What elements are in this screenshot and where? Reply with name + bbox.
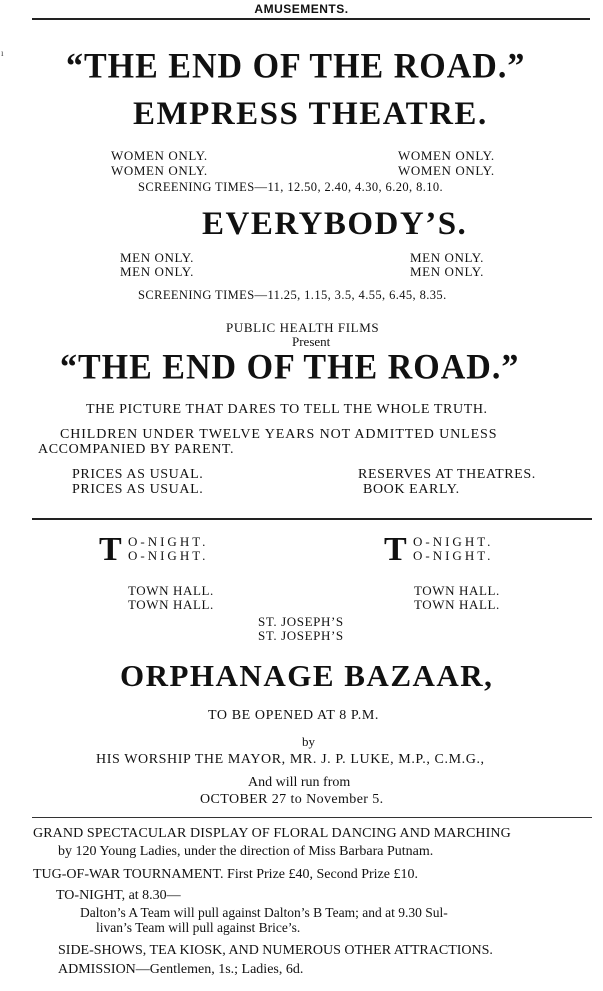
empress-left-1: WOMEN ONLY. (111, 148, 208, 163)
film-title-repeat: “THE END OF THE ROAD.” (60, 348, 520, 387)
empress-right-2: WOMEN ONLY. (398, 163, 495, 178)
by-word: by (302, 734, 315, 749)
tug-of-war: TUG-OF-WAR TOURNAMENT. First Prize £40, Second Prize £10. (33, 867, 418, 882)
tonight-right-1: O-NIGHT. (413, 534, 494, 549)
presenter: PUBLIC HEALTH FILMS (226, 320, 380, 335)
admission: ADMISSION—Gentlemen, 1s.; Ladies, 6d. (58, 962, 304, 977)
everybody-right-1: MEN ONLY. (410, 250, 484, 265)
empress-right-1: WOMEN ONLY. (398, 148, 495, 163)
sideshows: SIDE-SHOWS, TEA KIOSK, AND NUMEROUS OTHER ATTRACTIONS. (58, 943, 493, 958)
everybody-right-2: MEN ONLY. (410, 264, 484, 279)
tagline: THE PICTURE THAT DARES TO TELL THE WHOLE TRUTH. (86, 402, 488, 417)
section-header: AMUSEMENTS. (254, 2, 349, 16)
gutter-mark: ı (1, 48, 4, 58)
display-line-1: GRAND SPECTACULAR DISPLAY OF FLORAL DANCING AND MARCHING (33, 826, 511, 841)
opening-time: TO BE OPENED AT 8 P.M. (208, 708, 379, 723)
lower-rule (32, 817, 592, 818)
st-josephs-2: ST. JOSEPH’S (258, 628, 344, 643)
prices-1: PRICES AS USUAL. (72, 467, 204, 482)
dalton-line-2: livan’s Team will pull against Brice’s. (96, 920, 301, 935)
run-from: And will run from (248, 775, 351, 790)
children-notice-2: ACCOMPANIED BY PARENT. (38, 442, 235, 457)
bazaar-title: ORPHANAGE BAZAAR, (120, 658, 494, 693)
film-title: “THE END OF THE ROAD.” (66, 47, 526, 86)
everybodys-heading: EVERYBODY’S. (202, 206, 468, 242)
tonight-at: TO-NIGHT, at 8.30— (56, 888, 181, 903)
st-josephs-1: ST. JOSEPH’S (258, 614, 344, 629)
empress-theatre-heading: EMPRESS THEATRE. (133, 96, 488, 132)
everybody-screening-times: SCREENING TIMES—11.25, 1.15, 3.5, 4.55, 6.45, 8.35. (138, 288, 447, 302)
town-hall-right-2: TOWN HALL. (414, 597, 500, 612)
empress-left-2: WOMEN ONLY. (111, 163, 208, 178)
display-line-2: by 120 Young Ladies, under the direction of Miss Barbara Putnam. (58, 844, 434, 859)
dates: OCTOBER 27 to November 5. (200, 792, 384, 807)
town-hall-left-1: TOWN HALL. (128, 583, 214, 598)
town-hall-right-1: TOWN HALL. (414, 583, 500, 598)
middle-rule (32, 518, 592, 520)
dalton-line-1: Dalton’s A Team will pull against Dalton’s B Team; and at 9.30 Sul- (80, 905, 448, 920)
town-hall-left-2: TOWN HALL. (128, 597, 214, 612)
everybody-left-2: MEN ONLY. (120, 264, 194, 279)
empress-screening-times: SCREENING TIMES—11, 12.50, 2.40, 4.30, 6.20, 8.10. (138, 180, 444, 194)
tonight-left-1: O-NIGHT. (128, 534, 209, 549)
everybody-left-1: MEN ONLY. (120, 250, 194, 265)
tonight-right-2: O-NIGHT. (413, 548, 494, 563)
tonight-initial-left: T (99, 531, 122, 568)
present-word: Present (292, 334, 331, 349)
reserves: RESERVES AT THEATRES. (358, 467, 536, 482)
tonight-initial-right: T (384, 531, 407, 568)
tonight-left-2: O-NIGHT. (128, 548, 209, 563)
children-notice-1: CHILDREN UNDER TWELVE YEARS NOT ADMITTED UNLESS (60, 427, 498, 442)
book-early: BOOK EARLY. (363, 482, 460, 497)
prices-2: PRICES AS USUAL. (72, 482, 204, 497)
top-rule (32, 18, 590, 20)
mayor-line: HIS WORSHIP THE MAYOR, MR. J. P. LUKE, M.P., C.M.G., (96, 752, 485, 767)
